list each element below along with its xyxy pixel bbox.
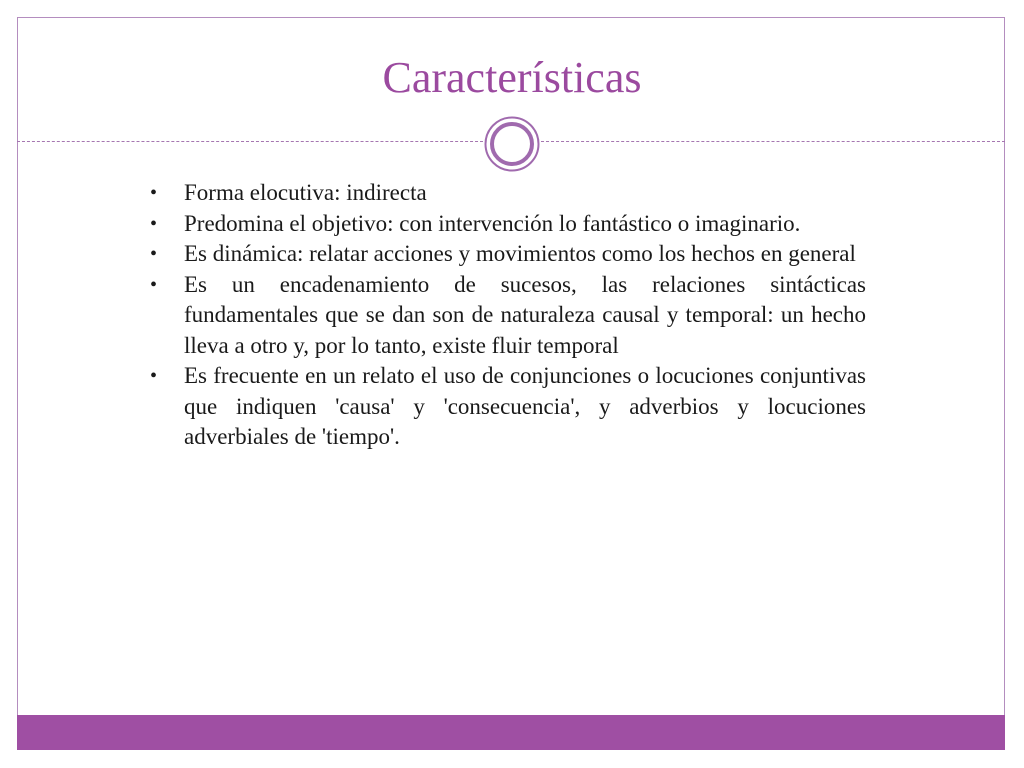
bullet-icon: • — [150, 212, 158, 235]
bullet-text: Predomina el objetivo: con intervención lo fantástico o imaginario. — [184, 210, 801, 236]
title-divider-left — [17, 141, 483, 142]
slide-title: Características — [382, 53, 642, 102]
bullet-text: Es frecuente en un relato el uso de conjunciones o locuciones conjuntivas que indiquen 'causa' y 'consecuencia', y adverbios y locuciones adverbiales de 'tiempo'. — [184, 363, 866, 449]
bullet-text: Es un encadenamiento de sucesos, las relaciones sintácticas fundamentales que se dan son de naturaleza causal y temporal: un hecho lleva a otro y, por lo tanto, existe fluir temporal — [184, 271, 866, 358]
bullet-icon: • — [150, 365, 158, 387]
bullet-item — [150, 178, 866, 209]
title-divider-right — [541, 141, 1005, 142]
bullet-text: Forma elocutiva: indirecta — [184, 180, 427, 205]
bullet-item — [150, 270, 866, 362]
ring-icon — [483, 115, 541, 173]
bullet-item — [150, 209, 866, 240]
bullet-text: Es dinámica: relatar acciones y movimientos como los hechos en general — [184, 241, 856, 266]
bullet-list — [150, 178, 866, 453]
bullet-icon: • — [150, 273, 158, 296]
bottom-accent-band — [17, 715, 1005, 750]
bullet-icon: • — [150, 243, 158, 265]
bullet-item — [150, 239, 866, 270]
bullet-item — [150, 361, 866, 453]
bullet-icon: • — [150, 182, 158, 204]
